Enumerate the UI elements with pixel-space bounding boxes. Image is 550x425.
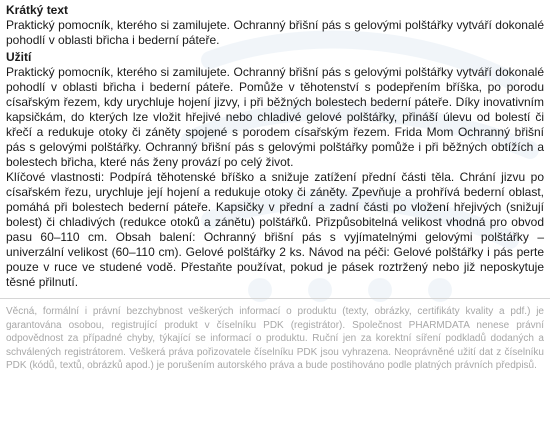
- section-heading-usage: Užití: [6, 50, 32, 64]
- legal-disclaimer: Věcná, formální i právní bezchybnost veškerých informací o produktu (texty, obrázky, certifikáty kvality a pdf.) je garantována osobou, registrující produkt v číselníku PDK (registrátor). Společnost PHARMDATA nenese právní odpovědnost za případné chyby, týkající se informací o produktu. Ruční jen za korektní síření podkladů dodaných a schválených registrátorem. Veškerá práva pořizovatele číselníku PDK jsou vyhrazena. Neoprávněné užití dat z číselníku PDK (kódů, textů, obrázků apod.) je porušením autorského práva a bude postihováno podle platných právních předpisů.: [0, 298, 550, 373]
- short-text-paragraph: Praktický pomocník, kterého si zamilujete. Ochranný břišní pás s gelovými polštářky vytváří dokonalé pohodlí v oblasti břicha i bederní páteře.: [6, 18, 544, 47]
- section-heading-short-text: Krátký text: [6, 3, 69, 17]
- usage-paragraph: Praktický pomocník, kterého si zamilujete. Ochranný břišní pás s gelovými polštářky vytváří dokonalé pohodlí v oblasti břicha i bederní páteře. Pomůže v těhotenství s podepřením bříška, po porodu císařským řezem, kdy urychluje hojení jizvy, i při běžných bolestech bederní páteře. Díky inovativním kapsičkám, do kterých lze vložit hřejivé nebo chladivé gelové polštářky, přináší úlevu od bolestí či křečí a redukuje otoky či záněty spojené s porodem císařským řezem. Frida Mom Ochranný břišní pás s gelovými polštářky. Ochranný břišní pás s gelovými polštářky pomůže i při běžných obtížích a bolestech břicha, které nás ženy provází po celý život.: [6, 65, 544, 169]
- key-features-paragraph: Klíčové vlastnosti: Podpírá těhotenské bříško a snižuje zatížení přední části těla. Chrání jizvu po císařském řezu, urychluje její hojení a redukuje otoky či záněty. Zpevňuje a prohřívá bederní oblast, pomáhá při bolestech bederní páteře. Kapsičky v přední a zadní části po vložení hřejivých (snižují bolest) či chladivých (redukce otoků a zánětu) polštářků. Přizpůsobitelná velikost vhodná pro obvod pasu 60–110 cm. Obsah balení: Ochranný břišní pás s vyjímatelnými gelovými polštářky – univerzální velikost (60–110 cm). Gelové polštářky 2 ks. Návod na péči: Gelové polštářky i pás perte pouze v ruce ve studené vodě. Přestaňte používat, pokud je pásek roztržený nebo již neposkytuje těsné přilnutí.: [6, 170, 544, 289]
